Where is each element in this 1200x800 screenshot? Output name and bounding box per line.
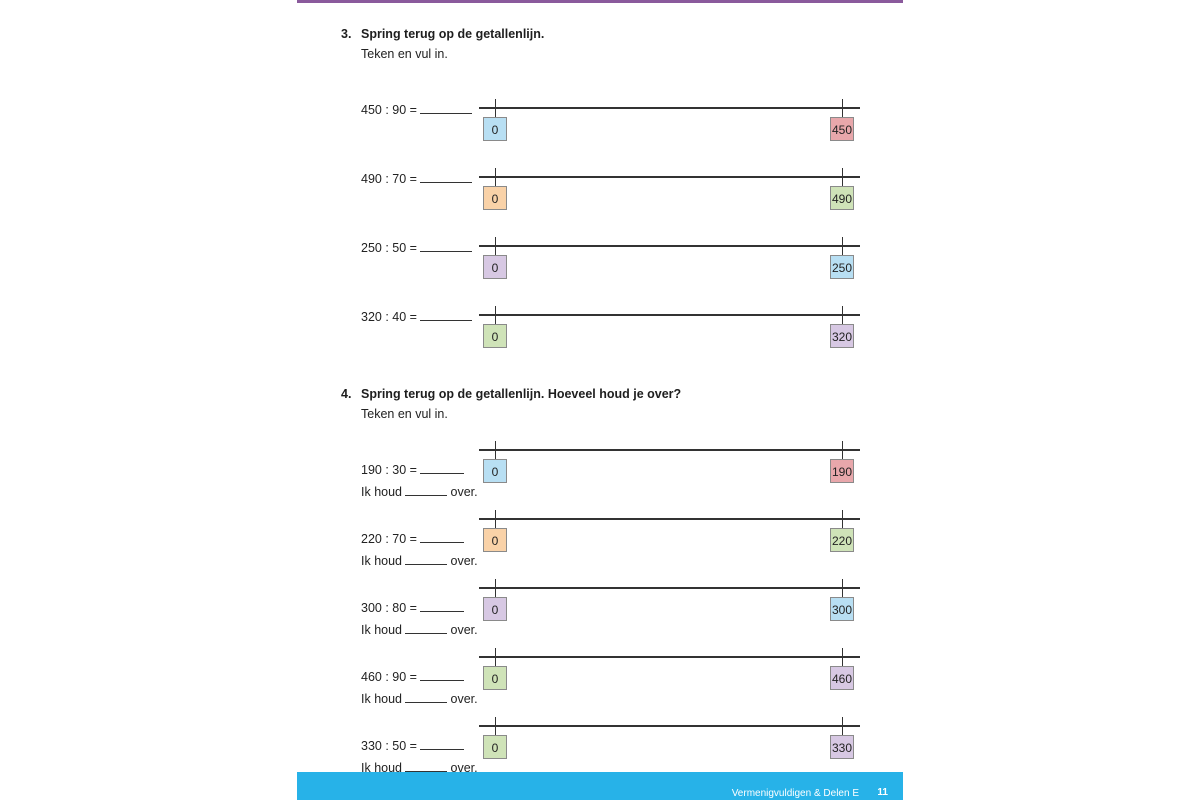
remainder-suffix: over. [447, 761, 478, 775]
exercise-4-number: 4. [341, 387, 352, 401]
remainder-line [361, 623, 478, 637]
equation [361, 670, 464, 684]
remainder-line [361, 485, 478, 499]
number-line[interactable] [479, 587, 860, 589]
answer-blank[interactable] [420, 679, 464, 681]
remainder-blank[interactable] [405, 632, 447, 634]
answer-blank[interactable] [420, 541, 464, 543]
start-value-box: 0 [483, 255, 507, 279]
top-accent-bar [297, 0, 903, 3]
equation-text: 330 : 50 = [361, 739, 417, 753]
equation [361, 601, 464, 615]
start-value-box: 0 [483, 666, 507, 690]
number-line[interactable] [479, 518, 860, 520]
worksheet-page [297, 0, 903, 800]
end-value-box: 300 [830, 597, 854, 621]
equation [361, 463, 464, 477]
number-line[interactable] [479, 245, 860, 247]
number-line[interactable] [479, 314, 860, 316]
end-value-box: 320 [830, 324, 854, 348]
remainder-prefix: Ik houd [361, 623, 403, 637]
remainder-prefix: Ik houd [361, 692, 403, 706]
equation [361, 103, 472, 117]
remainder-prefix: Ik houd [361, 554, 403, 568]
equation [361, 172, 472, 186]
remainder-blank[interactable] [405, 701, 447, 703]
number-line[interactable] [479, 656, 860, 658]
end-value-box: 450 [830, 117, 854, 141]
remainder-blank[interactable] [405, 770, 447, 772]
equation [361, 532, 464, 546]
answer-blank[interactable] [420, 748, 464, 750]
end-value-box: 330 [830, 735, 854, 759]
start-value-box: 0 [483, 186, 507, 210]
start-value-box: 0 [483, 597, 507, 621]
answer-blank[interactable] [420, 610, 464, 612]
start-value-box: 0 [483, 117, 507, 141]
exercise-4-heading [341, 387, 681, 401]
equation [361, 241, 472, 255]
remainder-line [361, 554, 478, 568]
start-value-box: 0 [483, 735, 507, 759]
end-value-box: 250 [830, 255, 854, 279]
equation [361, 310, 472, 324]
exercise-4-title: Spring terug op de getallenlijn. Hoeveel houd je over? [361, 387, 682, 401]
answer-blank[interactable] [420, 181, 472, 183]
exercise-4-instruction: Teken en vul in. [361, 407, 448, 421]
answer-blank[interactable] [420, 112, 472, 114]
equation-text: 220 : 70 = [361, 532, 417, 546]
remainder-line [361, 692, 478, 706]
page-number: 11 [877, 787, 888, 798]
start-value-box: 0 [483, 324, 507, 348]
equation-text: 450 : 90 = [361, 103, 417, 117]
exercise-3-title: Spring terug op de getallenlijn. [361, 27, 545, 41]
start-value-box: 0 [483, 528, 507, 552]
remainder-suffix: over. [447, 623, 478, 637]
equation-text: 190 : 30 = [361, 463, 417, 477]
equation-text: 490 : 70 = [361, 172, 417, 186]
end-value-box: 490 [830, 186, 854, 210]
footer-title: Vermenigvuldigen & Delen E [731, 788, 859, 799]
equation-text: 250 : 50 = [361, 241, 417, 255]
footer-bar [297, 772, 903, 800]
remainder-suffix: over. [447, 485, 478, 499]
exercise-3-instruction: Teken en vul in. [361, 47, 448, 61]
end-value-box: 220 [830, 528, 854, 552]
start-value-box: 0 [483, 459, 507, 483]
equation [361, 739, 464, 753]
end-value-box: 460 [830, 666, 854, 690]
exercise-3-number: 3. [341, 27, 352, 41]
exercise-3-heading [341, 27, 544, 41]
number-line[interactable] [479, 107, 860, 109]
remainder-prefix: Ik houd [361, 485, 403, 499]
answer-blank[interactable] [420, 319, 472, 321]
equation-text: 460 : 90 = [361, 670, 417, 684]
remainder-prefix: Ik houd [361, 761, 403, 775]
number-line[interactable] [479, 449, 860, 451]
number-line[interactable] [479, 725, 860, 727]
remainder-blank[interactable] [405, 494, 447, 496]
remainder-blank[interactable] [405, 563, 447, 565]
remainder-suffix: over. [447, 554, 478, 568]
remainder-suffix: over. [447, 692, 478, 706]
answer-blank[interactable] [420, 250, 472, 252]
answer-blank[interactable] [420, 472, 464, 474]
equation-text: 320 : 40 = [361, 310, 417, 324]
remainder-line [361, 761, 478, 775]
end-value-box: 190 [830, 459, 854, 483]
number-line[interactable] [479, 176, 860, 178]
equation-text: 300 : 80 = [361, 601, 417, 615]
